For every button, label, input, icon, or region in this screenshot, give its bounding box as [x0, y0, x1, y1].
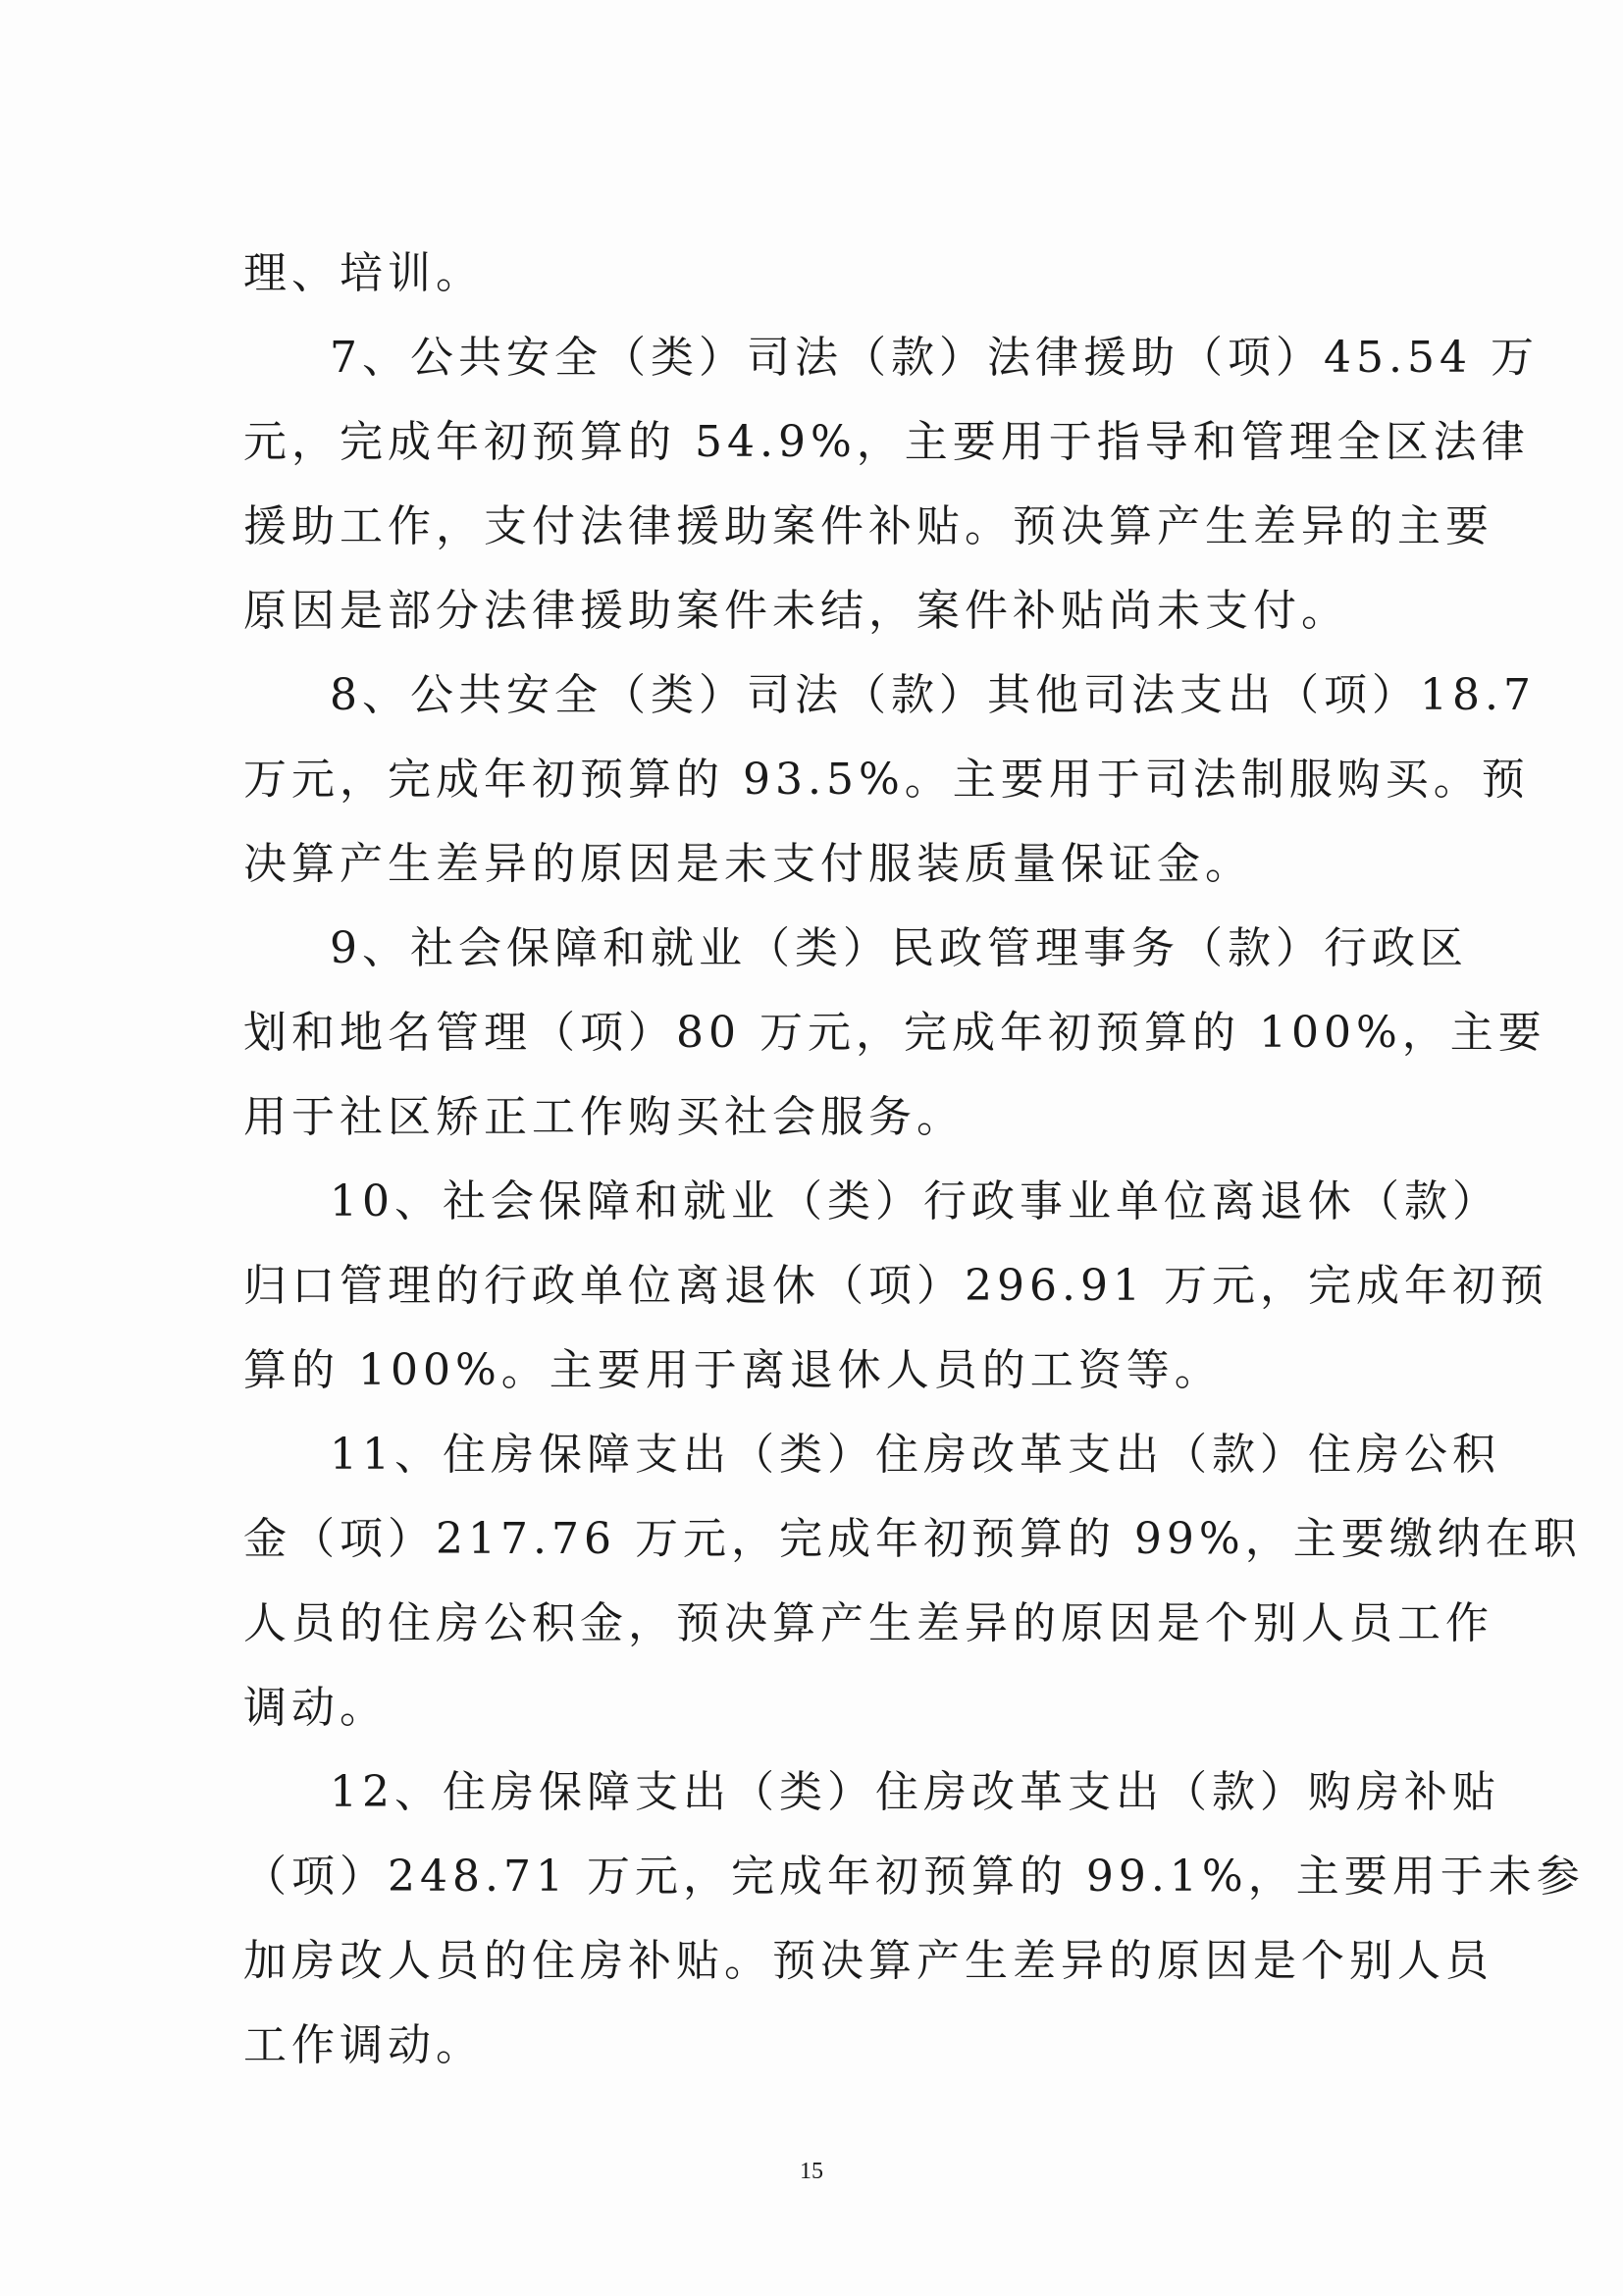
- paragraph-9-line-2: 划和地名管理（项）80 万元，完成年初预算的 100%，主要: [243, 1008, 1546, 1058]
- paragraph-12-line-2: （项）248.71 万元，完成年初预算的 99.1%，主要用于未参: [243, 1852, 1585, 1902]
- page-number: 15: [800, 2159, 823, 2184]
- paragraph-12-line-3: 加房改人员的住房补贴。预决算产生差异的原因是个别人员: [243, 1936, 1493, 1986]
- paragraph-11-line-1: 11、住房保障支出（类）住房改革支出（款）住房公积: [330, 1430, 1500, 1480]
- paragraph-11-line-3: 人员的住房公积金，预决算产生差异的原因是个别人员工作: [243, 1598, 1493, 1648]
- paragraph-7-line-3: 援助工作，支付法律援助案件补贴。预决算产生差异的主要: [243, 501, 1493, 551]
- text-line: 理、培训。: [243, 248, 484, 298]
- paragraph-8-line-1: 8、公共安全（类）司法（款）其他司法支出（项）18.7: [330, 670, 1536, 720]
- paragraph-8-line-3: 决算产生差异的原因是未支付服装质量保证金。: [243, 839, 1253, 889]
- paragraph-7-line-4: 原因是部分法律援助案件未结，案件补贴尚未支付。: [243, 586, 1349, 636]
- paragraph-9-line-3: 用于社区矫正工作购买社会服务。: [243, 1092, 965, 1142]
- paragraph-10-line-2: 归口管理的行政单位离退休（项）296.91 万元，完成年初预: [243, 1261, 1548, 1311]
- paragraph-11-line-4: 调动。: [243, 1683, 388, 1733]
- paragraph-10-line-3: 算的 100%。主要用于离退休人员的工资等。: [243, 1345, 1223, 1395]
- body-text: [243, 232, 1585, 2088]
- paragraph-9-line-1: 9、社会保障和就业（类）民政管理事务（款）行政区: [330, 923, 1468, 973]
- paragraph-8-line-2: 万元，完成年初预算的 93.5%。主要用于司法制服购买。预: [243, 755, 1530, 805]
- paragraph-7-line-2: 元，完成年初预算的 54.9%，主要用于指导和管理全区法律: [243, 417, 1530, 467]
- paragraph-11-line-2: 金（项）217.76 万元，完成年初预算的 99%，主要缴纳在职: [243, 1514, 1582, 1564]
- paragraph-12-line-4: 工作调动。: [243, 2020, 484, 2070]
- paragraph-12-line-1: 12、住房保障支出（类）住房改革支出（款）购房补贴: [330, 1767, 1500, 1817]
- paragraph-10-line-1: 10、社会保障和就业（类）行政事业单位离退休（款）: [330, 1176, 1500, 1226]
- paragraph-7-line-1: 7、公共安全（类）司法（款）法律援助（项）45.54 万: [330, 333, 1539, 383]
